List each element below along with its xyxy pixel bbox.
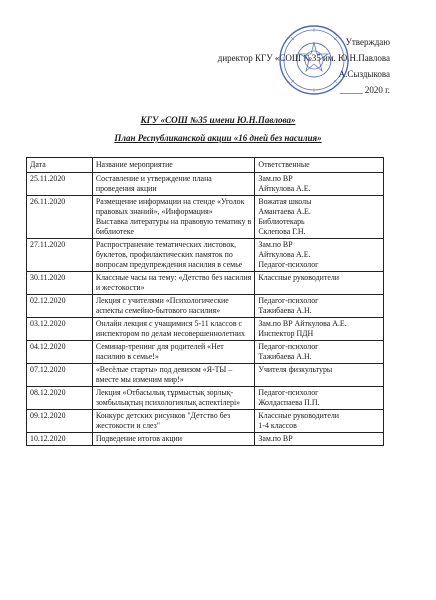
row-responsible: Педагог-психолог Жолдаспаева П.П. (255, 387, 384, 410)
school-title: КГУ «СОШ №35 имени Ю.Н.Павлова» (140, 115, 296, 125)
table-row (27, 295, 384, 318)
approval-line: директор КГУ «СОШ №35 им. Ю.Н.Павлова (217, 53, 390, 63)
row-responsible: Вожатая школы Амантаева А.Е. Библиотекарь Склепова Г.Н. (255, 196, 384, 239)
row-date: 09.12.2020 (27, 410, 93, 433)
row-event: Онлайн лекция с учащимися 5-11 классов с инспектором по делам несовершеннолетних (92, 318, 255, 341)
plan-title: План Республиканской акции «16 дней без насилия» (114, 133, 322, 143)
column-header-event: Название мероприятие (92, 158, 255, 173)
approval-line: Утверждаю (345, 37, 390, 47)
table-row (27, 341, 384, 364)
row-event: Размещение информации на стенде «Уголок правовых знаний», «Информация» Выставка литературы на правовую тематику в библиотеке (92, 196, 255, 239)
row-date: 10.12.2020 (27, 433, 93, 446)
table-row (27, 318, 384, 341)
row-event: Распространение тематических листовок, буклетов, профилактических памяток по вопросам предупреждения насилия в семье (92, 239, 255, 272)
row-date: 02.12.2020 (27, 295, 93, 318)
row-event: «Весёлые старты» под девизом «Я-ТЫ – вместе мы изменим мир!» (92, 364, 255, 387)
row-event: Классные часы на тему: «Детство без насилия и жестокости» (92, 272, 255, 295)
table-row (27, 433, 384, 446)
row-event: Семинар-тренинг для родителей «Нет насилию в семье!» (92, 341, 255, 364)
row-event: Подведение итогов акции (92, 433, 255, 446)
row-date: 08.12.2020 (27, 387, 93, 410)
table-header-row (27, 158, 384, 173)
row-responsible: Педагог-психолог Тажибаева А.Н. (255, 295, 384, 318)
row-date: 07.12.2020 (27, 364, 93, 387)
row-responsible: Зам.по ВР Айткулова А.Е. Инспектор ПДН (255, 318, 384, 341)
approval-line: _____ 2020 г. (340, 85, 390, 95)
table-row (27, 239, 384, 272)
events-table (26, 157, 384, 446)
row-event: Лекция «Отбасылық тұрмыстық зорлық-зомбылықтың психологиялық аспектілері» (92, 387, 255, 410)
row-responsible: Учителя физкультуры (255, 364, 384, 387)
row-date: 04.12.2020 (27, 341, 93, 364)
column-header-responsible: Ответственные (255, 158, 384, 173)
row-event: Лекция с учителями «Психологические аспекты семейно-бытового насилия» (92, 295, 255, 318)
row-responsible: Зам.по ВР Айткулова А.Е. Педагог-психолог (255, 239, 384, 272)
table-row (27, 364, 384, 387)
table-row (27, 196, 384, 239)
table-row (27, 387, 384, 410)
row-responsible: Классные руководители 1-4 классов (255, 410, 384, 433)
official-seal-icon (278, 24, 350, 96)
table-row (27, 173, 384, 196)
table-row (27, 272, 384, 295)
row-date: 27.11.2020 (27, 239, 93, 272)
table-row (27, 410, 384, 433)
table-body (27, 173, 384, 446)
row-date: 26.11.2020 (27, 196, 93, 239)
row-date: 25.11.2020 (27, 173, 93, 196)
row-responsible: Классные руководители (255, 272, 384, 295)
row-date: 03.12.2020 (27, 318, 93, 341)
approval-line: А.Сыздыкова (338, 69, 390, 79)
row-responsible: Зам.по ВР (255, 433, 384, 446)
column-header-date: Дата (27, 158, 93, 173)
row-event: Конкурс детских рисунков "Детство без жестокости и слез" (92, 410, 255, 433)
row-date: 30.11.2020 (27, 272, 93, 295)
row-event: Составление и утверждение плана проведения акции (92, 173, 255, 196)
row-responsible: Зам.по ВР Айткулова А.Е. (255, 173, 384, 196)
row-responsible: Педагог-психолог Тажибаева А.Н. (255, 341, 384, 364)
